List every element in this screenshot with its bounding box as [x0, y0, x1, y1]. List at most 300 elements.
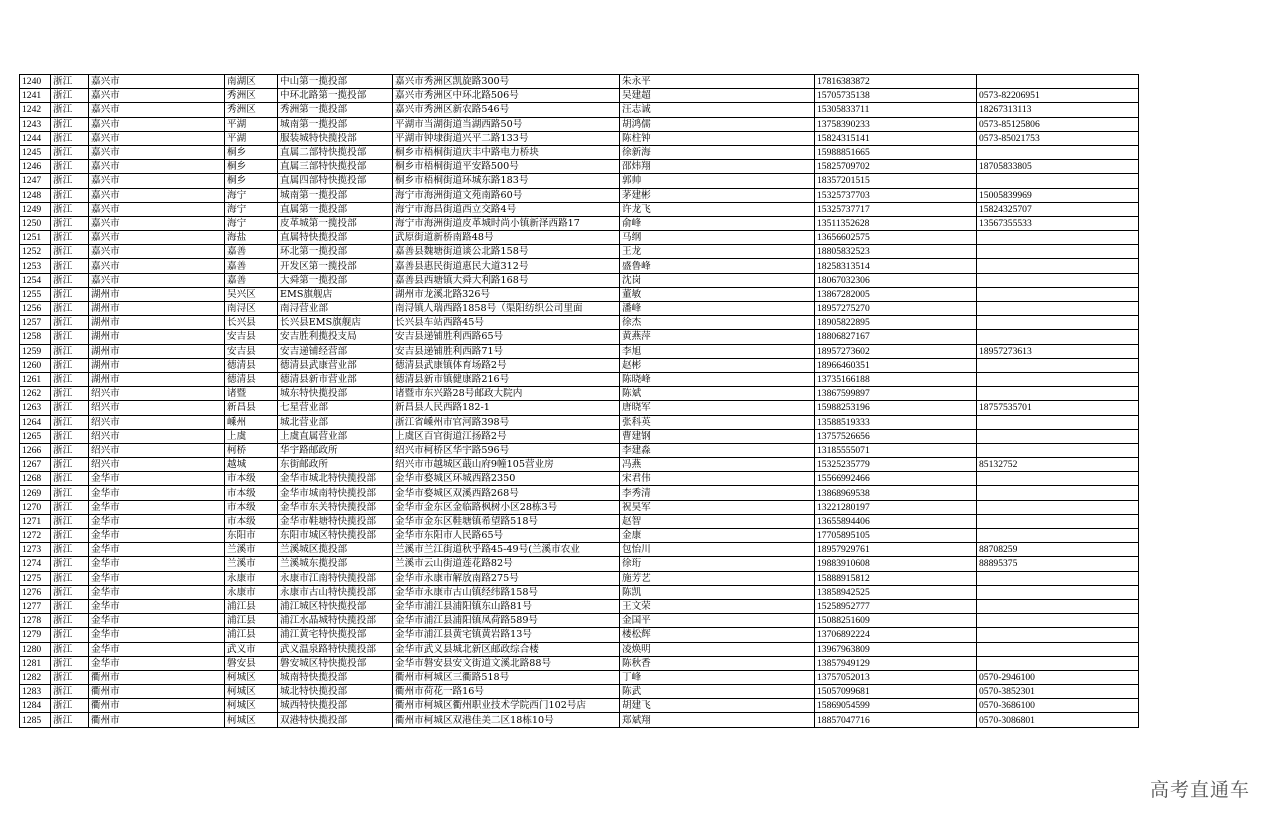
table-row — [20, 543, 1139, 557]
city-cell: 湖州市 — [89, 316, 225, 330]
row-number: 1246 — [20, 160, 51, 174]
office-name-cell: 东阳市城区特快揽投部 — [278, 529, 393, 543]
mobile-cell: 13867282005 — [815, 287, 977, 301]
province-cell: 浙江 — [51, 557, 89, 571]
table-row — [20, 670, 1139, 684]
office-name-cell: 双港特快揽投部 — [278, 713, 393, 727]
province-cell: 浙江 — [51, 216, 89, 230]
contact-name-cell: 俞峰 — [620, 216, 815, 230]
phone-cell — [977, 443, 1139, 457]
city-cell: 绍兴市 — [89, 401, 225, 415]
table-row — [20, 358, 1139, 372]
contact-name-cell: 包怡川 — [620, 543, 815, 557]
district-cell: 浦江县 — [225, 628, 278, 642]
city-cell: 嘉兴市 — [89, 245, 225, 259]
province-cell: 浙江 — [51, 458, 89, 472]
table-row — [20, 429, 1139, 443]
address-cell: 兰溪市兰江街道秋乎路45-49号(兰溪市农业 — [393, 543, 620, 557]
district-cell: 秀洲区 — [225, 89, 278, 103]
office-name-cell: 直属四部特快揽投部 — [278, 174, 393, 188]
table-row — [20, 401, 1139, 415]
row-number: 1260 — [20, 358, 51, 372]
district-cell: 南浔区 — [225, 302, 278, 316]
district-cell: 海盐 — [225, 231, 278, 245]
province-cell: 浙江 — [51, 330, 89, 344]
office-name-cell: 永康市江南特快揽投部 — [278, 571, 393, 585]
province-cell: 浙江 — [51, 358, 89, 372]
table-row — [20, 571, 1139, 585]
contact-name-cell: 徐珩 — [620, 557, 815, 571]
district-cell: 吴兴区 — [225, 287, 278, 301]
address-cell: 衢州市柯城区三衢路518号 — [393, 670, 620, 684]
table-row — [20, 174, 1139, 188]
table-row — [20, 713, 1139, 727]
province-cell: 浙江 — [51, 202, 89, 216]
mobile-cell: 13656602575 — [815, 231, 977, 245]
city-cell: 绍兴市 — [89, 429, 225, 443]
row-number: 1250 — [20, 216, 51, 230]
office-name-cell: 城南特快揽投部 — [278, 670, 393, 684]
office-name-cell: 直属三部特快揽投部 — [278, 160, 393, 174]
district-cell: 南湖区 — [225, 75, 278, 89]
district-cell: 秀洲区 — [225, 103, 278, 117]
contact-name-cell: 吴建超 — [620, 89, 815, 103]
office-name-cell: 城东特快揽投部 — [278, 387, 393, 401]
table-row — [20, 117, 1139, 131]
contact-name-cell: 施芳艺 — [620, 571, 815, 585]
table-row — [20, 585, 1139, 599]
city-cell: 衢州市 — [89, 685, 225, 699]
mobile-cell: 13868969538 — [815, 486, 977, 500]
table-row — [20, 372, 1139, 386]
address-cell: 金华市磐安县安文街道文溪北路88号 — [393, 656, 620, 670]
province-cell: 浙江 — [51, 302, 89, 316]
province-cell: 浙江 — [51, 259, 89, 273]
mobile-cell: 15325737717 — [815, 202, 977, 216]
contact-name-cell: 楼松辉 — [620, 628, 815, 642]
row-number: 1268 — [20, 472, 51, 486]
contact-name-cell: 胡鸿儒 — [620, 117, 815, 131]
office-name-cell: 环北第一揽投部 — [278, 245, 393, 259]
office-name-cell: 武义温泉路特快揽投部 — [278, 642, 393, 656]
phone-cell: 0573-85125806 — [977, 117, 1139, 131]
phone-cell — [977, 585, 1139, 599]
phone-cell — [977, 429, 1139, 443]
mobile-cell: 18258313514 — [815, 259, 977, 273]
table-body — [20, 75, 1139, 728]
mobile-cell: 15988851665 — [815, 145, 977, 159]
mobile-cell: 15566992466 — [815, 472, 977, 486]
address-cell: 衢州市荷花一路16号 — [393, 685, 620, 699]
mobile-cell: 15088251609 — [815, 614, 977, 628]
city-cell: 金华市 — [89, 642, 225, 656]
row-number: 1253 — [20, 259, 51, 273]
table-row — [20, 614, 1139, 628]
row-number: 1282 — [20, 670, 51, 684]
city-cell: 湖州市 — [89, 344, 225, 358]
phone-cell — [977, 628, 1139, 642]
province-cell: 浙江 — [51, 287, 89, 301]
mobile-cell: 13706892224 — [815, 628, 977, 642]
office-name-cell: 中环北路第一揽投部 — [278, 89, 393, 103]
mobile-cell: 15869054599 — [815, 699, 977, 713]
row-number: 1266 — [20, 443, 51, 457]
office-name-cell: 城北特快揽投部 — [278, 685, 393, 699]
row-number: 1285 — [20, 713, 51, 727]
district-cell: 磐安县 — [225, 656, 278, 670]
table-row — [20, 599, 1139, 613]
mobile-cell: 18805832523 — [815, 245, 977, 259]
row-number: 1245 — [20, 145, 51, 159]
district-cell: 海宁 — [225, 202, 278, 216]
district-cell: 柯城区 — [225, 699, 278, 713]
district-cell: 桐乡 — [225, 145, 278, 159]
district-cell: 诸暨 — [225, 387, 278, 401]
district-cell: 东阳市 — [225, 529, 278, 543]
office-name-cell: 金华市城南特快揽投部 — [278, 486, 393, 500]
mobile-cell: 13588519333 — [815, 415, 977, 429]
contact-name-cell: 潘峰 — [620, 302, 815, 316]
row-number: 1257 — [20, 316, 51, 330]
row-number: 1263 — [20, 401, 51, 415]
district-cell: 嘉善 — [225, 273, 278, 287]
city-cell: 嘉兴市 — [89, 259, 225, 273]
office-name-cell: 开发区第一揽投部 — [278, 259, 393, 273]
district-cell: 永康市 — [225, 585, 278, 599]
district-cell: 兰溪市 — [225, 557, 278, 571]
mobile-cell: 15325235779 — [815, 458, 977, 472]
city-cell: 湖州市 — [89, 287, 225, 301]
mobile-cell: 15057099681 — [815, 685, 977, 699]
province-cell: 浙江 — [51, 188, 89, 202]
province-cell: 浙江 — [51, 245, 89, 259]
province-cell: 浙江 — [51, 699, 89, 713]
table-row — [20, 216, 1139, 230]
office-name-cell: 直属二部特快揽投部 — [278, 145, 393, 159]
row-number: 1283 — [20, 685, 51, 699]
contact-name-cell: 金国平 — [620, 614, 815, 628]
city-cell: 金华市 — [89, 529, 225, 543]
city-cell: 嘉兴市 — [89, 174, 225, 188]
address-cell: 金华市浦江县浦阳镇东山路81号 — [393, 599, 620, 613]
row-number: 1272 — [20, 529, 51, 543]
province-cell: 浙江 — [51, 514, 89, 528]
address-cell: 兰溪市云山街道莲花路82号 — [393, 557, 620, 571]
address-cell: 桐乡市梧桐街道平安路500号 — [393, 160, 620, 174]
table-row — [20, 642, 1139, 656]
table-row — [20, 557, 1139, 571]
phone-cell — [977, 174, 1139, 188]
office-name-cell: 德清县武康营业部 — [278, 358, 393, 372]
city-cell: 嘉兴市 — [89, 160, 225, 174]
office-name-cell: 永康市古山特快揽投部 — [278, 585, 393, 599]
city-cell: 嘉兴市 — [89, 231, 225, 245]
table-row — [20, 231, 1139, 245]
phone-cell: 0573-82206951 — [977, 89, 1139, 103]
city-cell: 金华市 — [89, 500, 225, 514]
data-table — [19, 74, 1139, 728]
province-cell: 浙江 — [51, 500, 89, 514]
phone-cell — [977, 330, 1139, 344]
office-name-cell: 七星营业部 — [278, 401, 393, 415]
address-cell: 德清县武康镇体育场路2号 — [393, 358, 620, 372]
row-number: 1284 — [20, 699, 51, 713]
address-cell: 长兴县车站西路45号 — [393, 316, 620, 330]
row-number: 1248 — [20, 188, 51, 202]
phone-cell: 13567355533 — [977, 216, 1139, 230]
district-cell: 嘉善 — [225, 259, 278, 273]
district-cell: 永康市 — [225, 571, 278, 585]
contact-name-cell: 汪志诚 — [620, 103, 815, 117]
table-row — [20, 273, 1139, 287]
mobile-cell: 15988253196 — [815, 401, 977, 415]
city-cell: 湖州市 — [89, 302, 225, 316]
mobile-cell: 13655894406 — [815, 514, 977, 528]
province-cell: 浙江 — [51, 316, 89, 330]
province-cell: 浙江 — [51, 145, 89, 159]
office-name-cell: 金华市鞋塘特快揽投部 — [278, 514, 393, 528]
phone-cell — [977, 571, 1139, 585]
mobile-cell: 18806827167 — [815, 330, 977, 344]
province-cell: 浙江 — [51, 670, 89, 684]
row-number: 1265 — [20, 429, 51, 443]
office-name-cell: 安吉递铺经营部 — [278, 344, 393, 358]
district-cell: 市本级 — [225, 472, 278, 486]
province-cell: 浙江 — [51, 571, 89, 585]
city-cell: 嘉兴市 — [89, 216, 225, 230]
city-cell: 金华市 — [89, 628, 225, 642]
table-row — [20, 656, 1139, 670]
row-number: 1242 — [20, 103, 51, 117]
district-cell: 市本级 — [225, 514, 278, 528]
phone-cell — [977, 656, 1139, 670]
province-cell: 浙江 — [51, 387, 89, 401]
city-cell: 金华市 — [89, 614, 225, 628]
office-name-cell: EMS旗舰店 — [278, 287, 393, 301]
address-cell: 嘉兴市秀洲区新农路546号 — [393, 103, 620, 117]
phone-cell — [977, 415, 1139, 429]
contact-name-cell: 唐晓军 — [620, 401, 815, 415]
phone-cell: 85132752 — [977, 458, 1139, 472]
table-row — [20, 316, 1139, 330]
address-cell: 金华市金东区金临路枫树小区28栋3号 — [393, 500, 620, 514]
contact-name-cell: 陈武 — [620, 685, 815, 699]
city-cell: 湖州市 — [89, 372, 225, 386]
office-name-cell: 浦江黄宅特快揽投部 — [278, 628, 393, 642]
row-number: 1255 — [20, 287, 51, 301]
table-row — [20, 202, 1139, 216]
mobile-cell: 19883910608 — [815, 557, 977, 571]
office-name-cell: 磐安城区特快揽投部 — [278, 656, 393, 670]
office-name-cell: 城南第一揽投部 — [278, 188, 393, 202]
district-cell: 安吉县 — [225, 330, 278, 344]
contact-name-cell: 凌焕明 — [620, 642, 815, 656]
row-number: 1262 — [20, 387, 51, 401]
contact-name-cell: 朱永平 — [620, 75, 815, 89]
office-name-cell: 皮革城第一揽投部 — [278, 216, 393, 230]
address-cell: 上虞区百官街道江扬路2号 — [393, 429, 620, 443]
contact-name-cell: 曹建钢 — [620, 429, 815, 443]
phone-cell — [977, 245, 1139, 259]
contact-name-cell: 董敏 — [620, 287, 815, 301]
address-cell: 海宁市海洲街道文苑南路60号 — [393, 188, 620, 202]
province-cell: 浙江 — [51, 174, 89, 188]
office-name-cell: 浦江城区特快揽投部 — [278, 599, 393, 613]
address-cell: 金华市永康市古山镇经纬路158号 — [393, 585, 620, 599]
phone-cell: 18705833805 — [977, 160, 1139, 174]
phone-cell: 0570-3086801 — [977, 713, 1139, 727]
table-row — [20, 443, 1139, 457]
address-cell: 衢州市柯城区双港佳美二区18栋10号 — [393, 713, 620, 727]
office-name-cell: 城南第一揽投部 — [278, 117, 393, 131]
city-cell: 嘉兴市 — [89, 103, 225, 117]
contact-name-cell: 宋君伟 — [620, 472, 815, 486]
contact-name-cell: 金康 — [620, 529, 815, 543]
mobile-cell: 18957273602 — [815, 344, 977, 358]
phone-cell: 88708259 — [977, 543, 1139, 557]
province-cell: 浙江 — [51, 599, 89, 613]
row-number: 1281 — [20, 656, 51, 670]
contact-name-cell: 李旭 — [620, 344, 815, 358]
address-cell: 南浔镇人瑞西路1858号（渠阳纺织公司里面 — [393, 302, 620, 316]
province-cell: 浙江 — [51, 273, 89, 287]
province-cell: 浙江 — [51, 614, 89, 628]
address-cell: 衢州市柯城区衢州职业技术学院西门102号店 — [393, 699, 620, 713]
mobile-cell: 15305833711 — [815, 103, 977, 117]
province-cell: 浙江 — [51, 642, 89, 656]
contact-name-cell: 陈凯 — [620, 585, 815, 599]
city-cell: 衢州市 — [89, 670, 225, 684]
city-cell: 嘉兴市 — [89, 202, 225, 216]
address-cell: 新昌县人民西路182-1 — [393, 401, 620, 415]
mobile-cell: 13735166188 — [815, 372, 977, 386]
office-name-cell: 浦江水晶城特快揽投部 — [278, 614, 393, 628]
row-number: 1251 — [20, 231, 51, 245]
contact-name-cell: 沈岗 — [620, 273, 815, 287]
mobile-cell: 13511352628 — [815, 216, 977, 230]
contact-name-cell: 赵彬 — [620, 358, 815, 372]
province-cell: 浙江 — [51, 415, 89, 429]
city-cell: 金华市 — [89, 557, 225, 571]
row-number: 1258 — [20, 330, 51, 344]
table-row — [20, 89, 1139, 103]
contact-name-cell: 陈晓峰 — [620, 372, 815, 386]
office-name-cell: 金华市城北特快揽投部 — [278, 472, 393, 486]
office-name-cell: 服装城特快揽投部 — [278, 131, 393, 145]
office-name-cell: 东街邮政所 — [278, 458, 393, 472]
address-cell: 武原街道新桥南路48号 — [393, 231, 620, 245]
address-cell: 海宁市海昌街道西立交路4号 — [393, 202, 620, 216]
city-cell: 金华市 — [89, 543, 225, 557]
office-name-cell: 华宇路邮政所 — [278, 443, 393, 457]
phone-cell: 18957273613 — [977, 344, 1139, 358]
contact-name-cell: 郑斌翔 — [620, 713, 815, 727]
address-cell: 嘉善县魏塘街道谈公北路158号 — [393, 245, 620, 259]
province-cell: 浙江 — [51, 685, 89, 699]
province-cell: 浙江 — [51, 486, 89, 500]
office-name-cell: 金华市东关特快揽投部 — [278, 500, 393, 514]
row-number: 1274 — [20, 557, 51, 571]
address-cell: 安吉县递铺胜利西路71号 — [393, 344, 620, 358]
row-number: 1256 — [20, 302, 51, 316]
row-number: 1267 — [20, 458, 51, 472]
phone-cell — [977, 486, 1139, 500]
contact-name-cell: 张科英 — [620, 415, 815, 429]
district-cell: 嘉善 — [225, 245, 278, 259]
phone-cell — [977, 75, 1139, 89]
phone-cell — [977, 145, 1139, 159]
office-name-cell: 德清县新市营业部 — [278, 372, 393, 386]
city-cell: 衢州市 — [89, 713, 225, 727]
office-name-cell: 兰溪城东揽投部 — [278, 557, 393, 571]
district-cell: 柯城区 — [225, 670, 278, 684]
mobile-cell: 13967963809 — [815, 642, 977, 656]
city-cell: 金华市 — [89, 486, 225, 500]
province-cell: 浙江 — [51, 117, 89, 131]
mobile-cell: 18857047716 — [815, 713, 977, 727]
phone-cell — [977, 302, 1139, 316]
table-row — [20, 188, 1139, 202]
province-cell: 浙江 — [51, 713, 89, 727]
city-cell: 绍兴市 — [89, 387, 225, 401]
row-number: 1273 — [20, 543, 51, 557]
city-cell: 绍兴市 — [89, 415, 225, 429]
table-row — [20, 75, 1139, 89]
phone-cell — [977, 273, 1139, 287]
address-cell: 金华市永康市解放南路275号 — [393, 571, 620, 585]
contact-name-cell: 丁峰 — [620, 670, 815, 684]
row-number: 1271 — [20, 514, 51, 528]
mobile-cell: 17705895105 — [815, 529, 977, 543]
district-cell: 上虞 — [225, 429, 278, 443]
address-cell: 金华市金东区鞋塘镇希望路518号 — [393, 514, 620, 528]
table-row — [20, 302, 1139, 316]
phone-cell: 0573-85021753 — [977, 131, 1139, 145]
phone-cell — [977, 372, 1139, 386]
mobile-cell: 18357201515 — [815, 174, 977, 188]
contact-name-cell: 王文荣 — [620, 599, 815, 613]
address-cell: 诸暨市东兴路28号邮政大院内 — [393, 387, 620, 401]
city-cell: 嘉兴市 — [89, 273, 225, 287]
table-row — [20, 387, 1139, 401]
province-cell: 浙江 — [51, 401, 89, 415]
row-number: 1249 — [20, 202, 51, 216]
mobile-cell: 18067032306 — [815, 273, 977, 287]
city-cell: 金华市 — [89, 571, 225, 585]
district-cell: 越城 — [225, 458, 278, 472]
province-cell: 浙江 — [51, 75, 89, 89]
row-number: 1279 — [20, 628, 51, 642]
city-cell: 绍兴市 — [89, 458, 225, 472]
phone-cell — [977, 231, 1139, 245]
address-cell: 金华市婺城区环城西路2350 — [393, 472, 620, 486]
mobile-cell: 15325737703 — [815, 188, 977, 202]
address-cell: 平湖市钟埭街道兴平二路133号 — [393, 131, 620, 145]
province-cell: 浙江 — [51, 529, 89, 543]
mobile-cell: 18957275270 — [815, 302, 977, 316]
row-number: 1275 — [20, 571, 51, 585]
table-row — [20, 131, 1139, 145]
phone-cell: 15824325707 — [977, 202, 1139, 216]
contact-name-cell: 陈柱钟 — [620, 131, 815, 145]
province-cell: 浙江 — [51, 344, 89, 358]
phone-cell — [977, 316, 1139, 330]
address-cell: 浙江省嵊州市官河路398号 — [393, 415, 620, 429]
city-cell: 嘉兴市 — [89, 145, 225, 159]
row-number: 1277 — [20, 599, 51, 613]
phone-cell: 18267313113 — [977, 103, 1139, 117]
row-number: 1270 — [20, 500, 51, 514]
